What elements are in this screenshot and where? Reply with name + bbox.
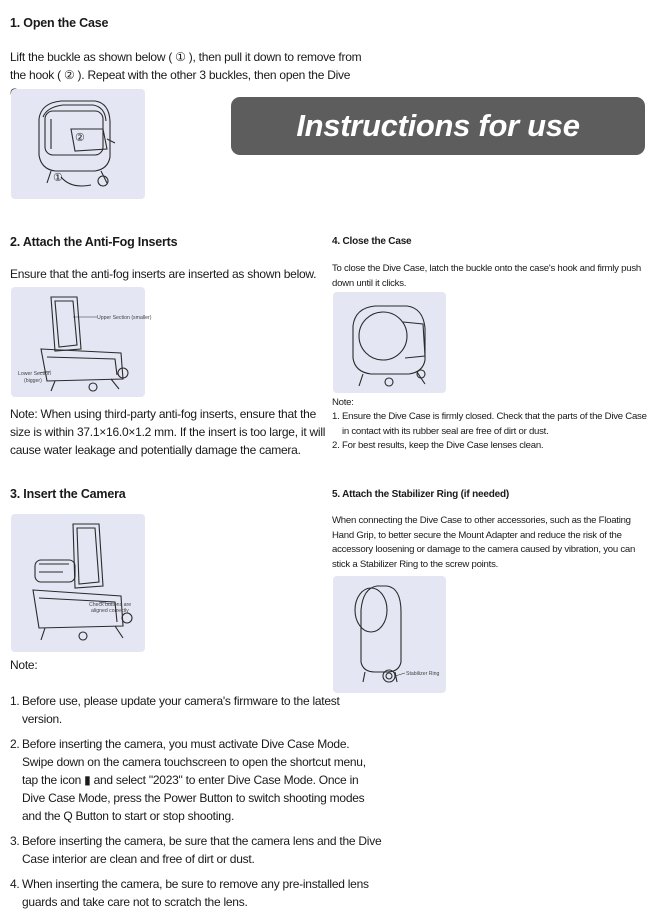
close-case-illustration	[333, 292, 446, 393]
stabilizer-ring-illustration	[333, 576, 446, 693]
anti-fog-illustration	[11, 287, 152, 397]
open-case-illustration	[11, 89, 145, 199]
section-2-text: Ensure that the anti-fog inserts are inserted as shown below.	[10, 267, 317, 281]
section-1-text: Lift the buckle as shown below ( ① ), then pull it down to remove from the hook ( ② ). Repeat with the other 3 buckles, then open the Dive	[10, 50, 362, 82]
list-item	[10, 875, 382, 911]
section-3-heading: 3. Insert the Camera	[10, 487, 126, 501]
list-text: Before inserting the camera, you must activate Dive Case Mode. Swipe down on the camera touchscreen to open the shortcut menu, tap the icon ▮ and select "2023" to enter Dive Case Mode. Once in Dive Case Mode, press the Power Button to switch shooting modes and the Q Button to start or stop shooting.	[22, 737, 366, 823]
list-number: 1.	[10, 694, 20, 708]
section-2-note: Note: When using third-party anti-fog inserts, ensure that the size is within 37.1×16.0×1.2 mm. If the insert is too large, it will cause water leakage and potentially damage the camera.	[10, 407, 326, 457]
list-item	[10, 692, 382, 728]
callout-stabilizer-ring: Stabilizer Ring	[406, 671, 440, 677]
section-2-heading: 2. Attach the Anti-Fog Inserts	[10, 235, 178, 249]
list-text: When inserting the camera, be sure to remove any pre-installed lens guards and take care not to scratch the lens.	[22, 877, 369, 909]
section-4-text: To close the Dive Case, latch the buckle onto the case's hook and firmly push down until it clicks.	[332, 263, 641, 289]
list-number: 2.	[10, 737, 20, 751]
section-3-notes	[10, 692, 382, 918]
callout-upper-section: Upper Section (smaller)	[97, 315, 152, 321]
banner-title: Instructions for use	[296, 108, 580, 143]
step-marker-2: ②	[75, 132, 85, 144]
list-text: Before use, please update your camera's firmware to the latest version.	[22, 694, 340, 726]
list-number: 2.	[332, 440, 340, 451]
list-item	[332, 410, 652, 439]
section-4-notes	[332, 410, 652, 454]
section-1-heading: 1. Open the Case	[10, 16, 109, 30]
list-number: 3.	[10, 834, 20, 848]
callout-aligned: aligned correctly	[91, 608, 129, 614]
callout-lower-section: Lower Section	[18, 371, 51, 377]
list-item	[10, 735, 382, 825]
list-text: Ensure the Dive Case is firmly closed. Check that the parts of the Dive Case in contact with its rubber seal are free of dirt or dust.	[342, 411, 647, 437]
list-number: 1.	[332, 411, 340, 422]
list-number: 4.	[10, 877, 20, 891]
instructions-banner	[231, 97, 645, 155]
callout-check-buttons: Check buttons are	[89, 602, 132, 608]
callout-lower-bigger: (bigger)	[24, 378, 42, 384]
section-5-heading: 5. Attach the Stabilizer Ring (if needed)	[332, 489, 510, 500]
step-marker-1: ①	[53, 172, 63, 184]
list-text: Before inserting the camera, be sure that the camera lens and the Dive Case interior are clean and free of dirt or dust.	[22, 834, 382, 866]
section-3-note-label: Note:	[10, 658, 38, 672]
list-item	[10, 832, 382, 868]
section-4-heading: 4. Close the Case	[332, 236, 412, 247]
list-item	[332, 439, 652, 454]
list-text: For best results, keep the Dive Case lenses clean.	[342, 440, 544, 451]
insert-camera-illustration	[11, 514, 145, 652]
section-4-note-label: Note:	[332, 397, 354, 408]
section-5-text: When connecting the Dive Case to other accessories, such as the Floating Hand Grip, to better secure the Mount Adapter and reduce the risk of the accessory loosening or damage to the camera caused by vibration, you can stick a Stabilizer Ring to the screw points.	[332, 515, 636, 570]
